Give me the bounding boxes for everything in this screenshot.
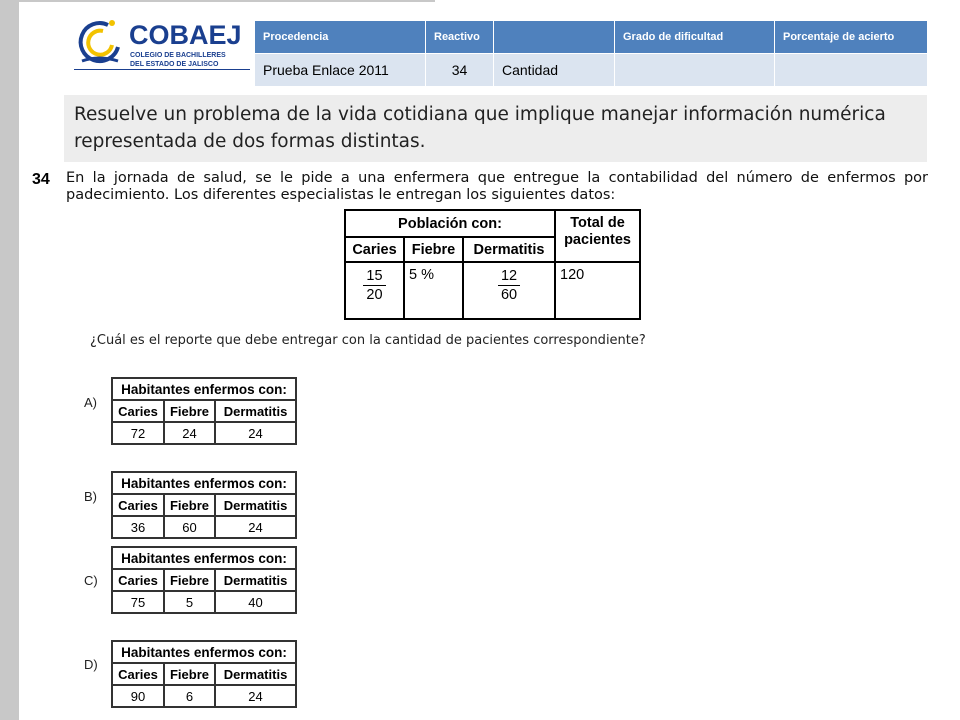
option-col-dermatitis: Dermatitis: [215, 663, 296, 685]
logo-subtitle-1: COLEGIO DE BACHILLERES: [130, 52, 226, 59]
value-acierto: [775, 54, 928, 87]
value-dificultad: [615, 54, 775, 87]
fraction-numerator: 15: [363, 267, 385, 286]
top-rule: [19, 0, 435, 2]
option-value-caries: 36: [112, 516, 164, 538]
option-col-caries: Caries: [112, 663, 164, 685]
option-title: Habitantes enfermos con:: [112, 641, 296, 663]
total-header: Total de pacientes: [555, 210, 640, 262]
total-value: 120: [555, 262, 640, 319]
option-col-dermatitis: Dermatitis: [215, 400, 296, 422]
option-c-label[interactable]: C): [84, 573, 98, 588]
option-value-caries: 72: [112, 422, 164, 444]
option-title: Habitantes enfermos con:: [112, 378, 296, 400]
option-col-fiebre: Fiebre: [164, 400, 215, 422]
fraction-denominator: 60: [500, 287, 518, 303]
option-col-dermatitis: Dermatitis: [215, 569, 296, 591]
option-value-fiebre: 60: [164, 516, 215, 538]
option-value-dermatitis: 24: [215, 685, 296, 707]
value-procedencia: Prueba Enlace 2011: [255, 54, 426, 87]
header-labels-row: [255, 21, 928, 54]
col-caries: Caries: [345, 237, 404, 262]
learning-objective: Resuelve un problema de la vida cotidiana que implique manejar información numérica representada de dos formas distintas.: [64, 95, 927, 162]
option-value-caries: 75: [112, 591, 164, 613]
question-text: En la jornada de salud, se le pide a una enfermera que entregue la contabilidad del número de enfermos por padecimiento. Los diferentes especialistas le entregan los siguientes datos:: [66, 170, 928, 203]
logo-underline: [74, 69, 250, 70]
group-header: Población con:: [345, 210, 555, 237]
option-col-fiebre: Fiebre: [164, 494, 215, 516]
fraction: [363, 267, 385, 304]
header-col-dificultad: Grado de dificultad: [615, 21, 775, 54]
option-c-table[interactable]: [111, 546, 297, 614]
option-col-fiebre: Fiebre: [164, 569, 215, 591]
col-fiebre: Fiebre: [404, 237, 463, 262]
option-col-caries: Caries: [112, 400, 164, 422]
header-col-blank: [494, 21, 615, 54]
option-col-fiebre: Fiebre: [164, 663, 215, 685]
col-dermatitis: Dermatitis: [463, 237, 555, 262]
option-d-table[interactable]: [111, 640, 297, 708]
cobaej-logo: [72, 17, 252, 71]
cobaej-emblem-icon: [74, 17, 124, 67]
option-value-dermatitis: 40: [215, 591, 296, 613]
option-a-label[interactable]: A): [84, 395, 97, 410]
option-col-caries: Caries: [112, 569, 164, 591]
option-col-caries: Caries: [112, 494, 164, 516]
header-col-acierto: Porcentaje de acierto: [775, 21, 928, 54]
patient-data-table: [344, 209, 641, 320]
option-value-dermatitis: 24: [215, 422, 296, 444]
option-title: Habitantes enfermos con:: [112, 547, 296, 569]
fraction-denominator: 20: [366, 287, 383, 303]
option-value-fiebre: 6: [164, 685, 215, 707]
header-col-procedencia: Procedencia: [255, 21, 426, 54]
option-value-caries: 90: [112, 685, 164, 707]
fraction-numerator: 12: [498, 267, 520, 286]
question-prompt: ¿Cuál es el reporte que debe entregar con la cantidad de pacientes correspondiente?: [90, 333, 646, 348]
caries-fraction: [345, 262, 404, 319]
dermatitis-fraction: [463, 262, 555, 319]
fraction: [498, 267, 520, 304]
option-value-fiebre: 24: [164, 422, 215, 444]
left-margin-bar: [0, 0, 19, 720]
option-title: Habitantes enfermos con:: [112, 472, 296, 494]
header-info-table: [254, 20, 928, 87]
logo-subtitle-2: DEL ESTADO DE JALISCO: [130, 61, 219, 68]
header-col-reactivo: Reactivo: [426, 21, 494, 54]
option-a-table[interactable]: [111, 377, 297, 445]
option-b-table[interactable]: [111, 471, 297, 539]
option-value-dermatitis: 24: [215, 516, 296, 538]
option-value-fiebre: 5: [164, 591, 215, 613]
value-reactivo: 34: [426, 54, 494, 87]
value-tema: Cantidad: [494, 54, 615, 87]
question-number: 34: [32, 171, 50, 188]
fiebre-value: 5 %: [404, 262, 463, 319]
option-d-label[interactable]: D): [84, 657, 98, 672]
option-col-dermatitis: Dermatitis: [215, 494, 296, 516]
logo-wordmark: COBAEJ: [129, 20, 242, 50]
header-values-row: [255, 54, 928, 87]
option-b-label[interactable]: B): [84, 489, 97, 504]
